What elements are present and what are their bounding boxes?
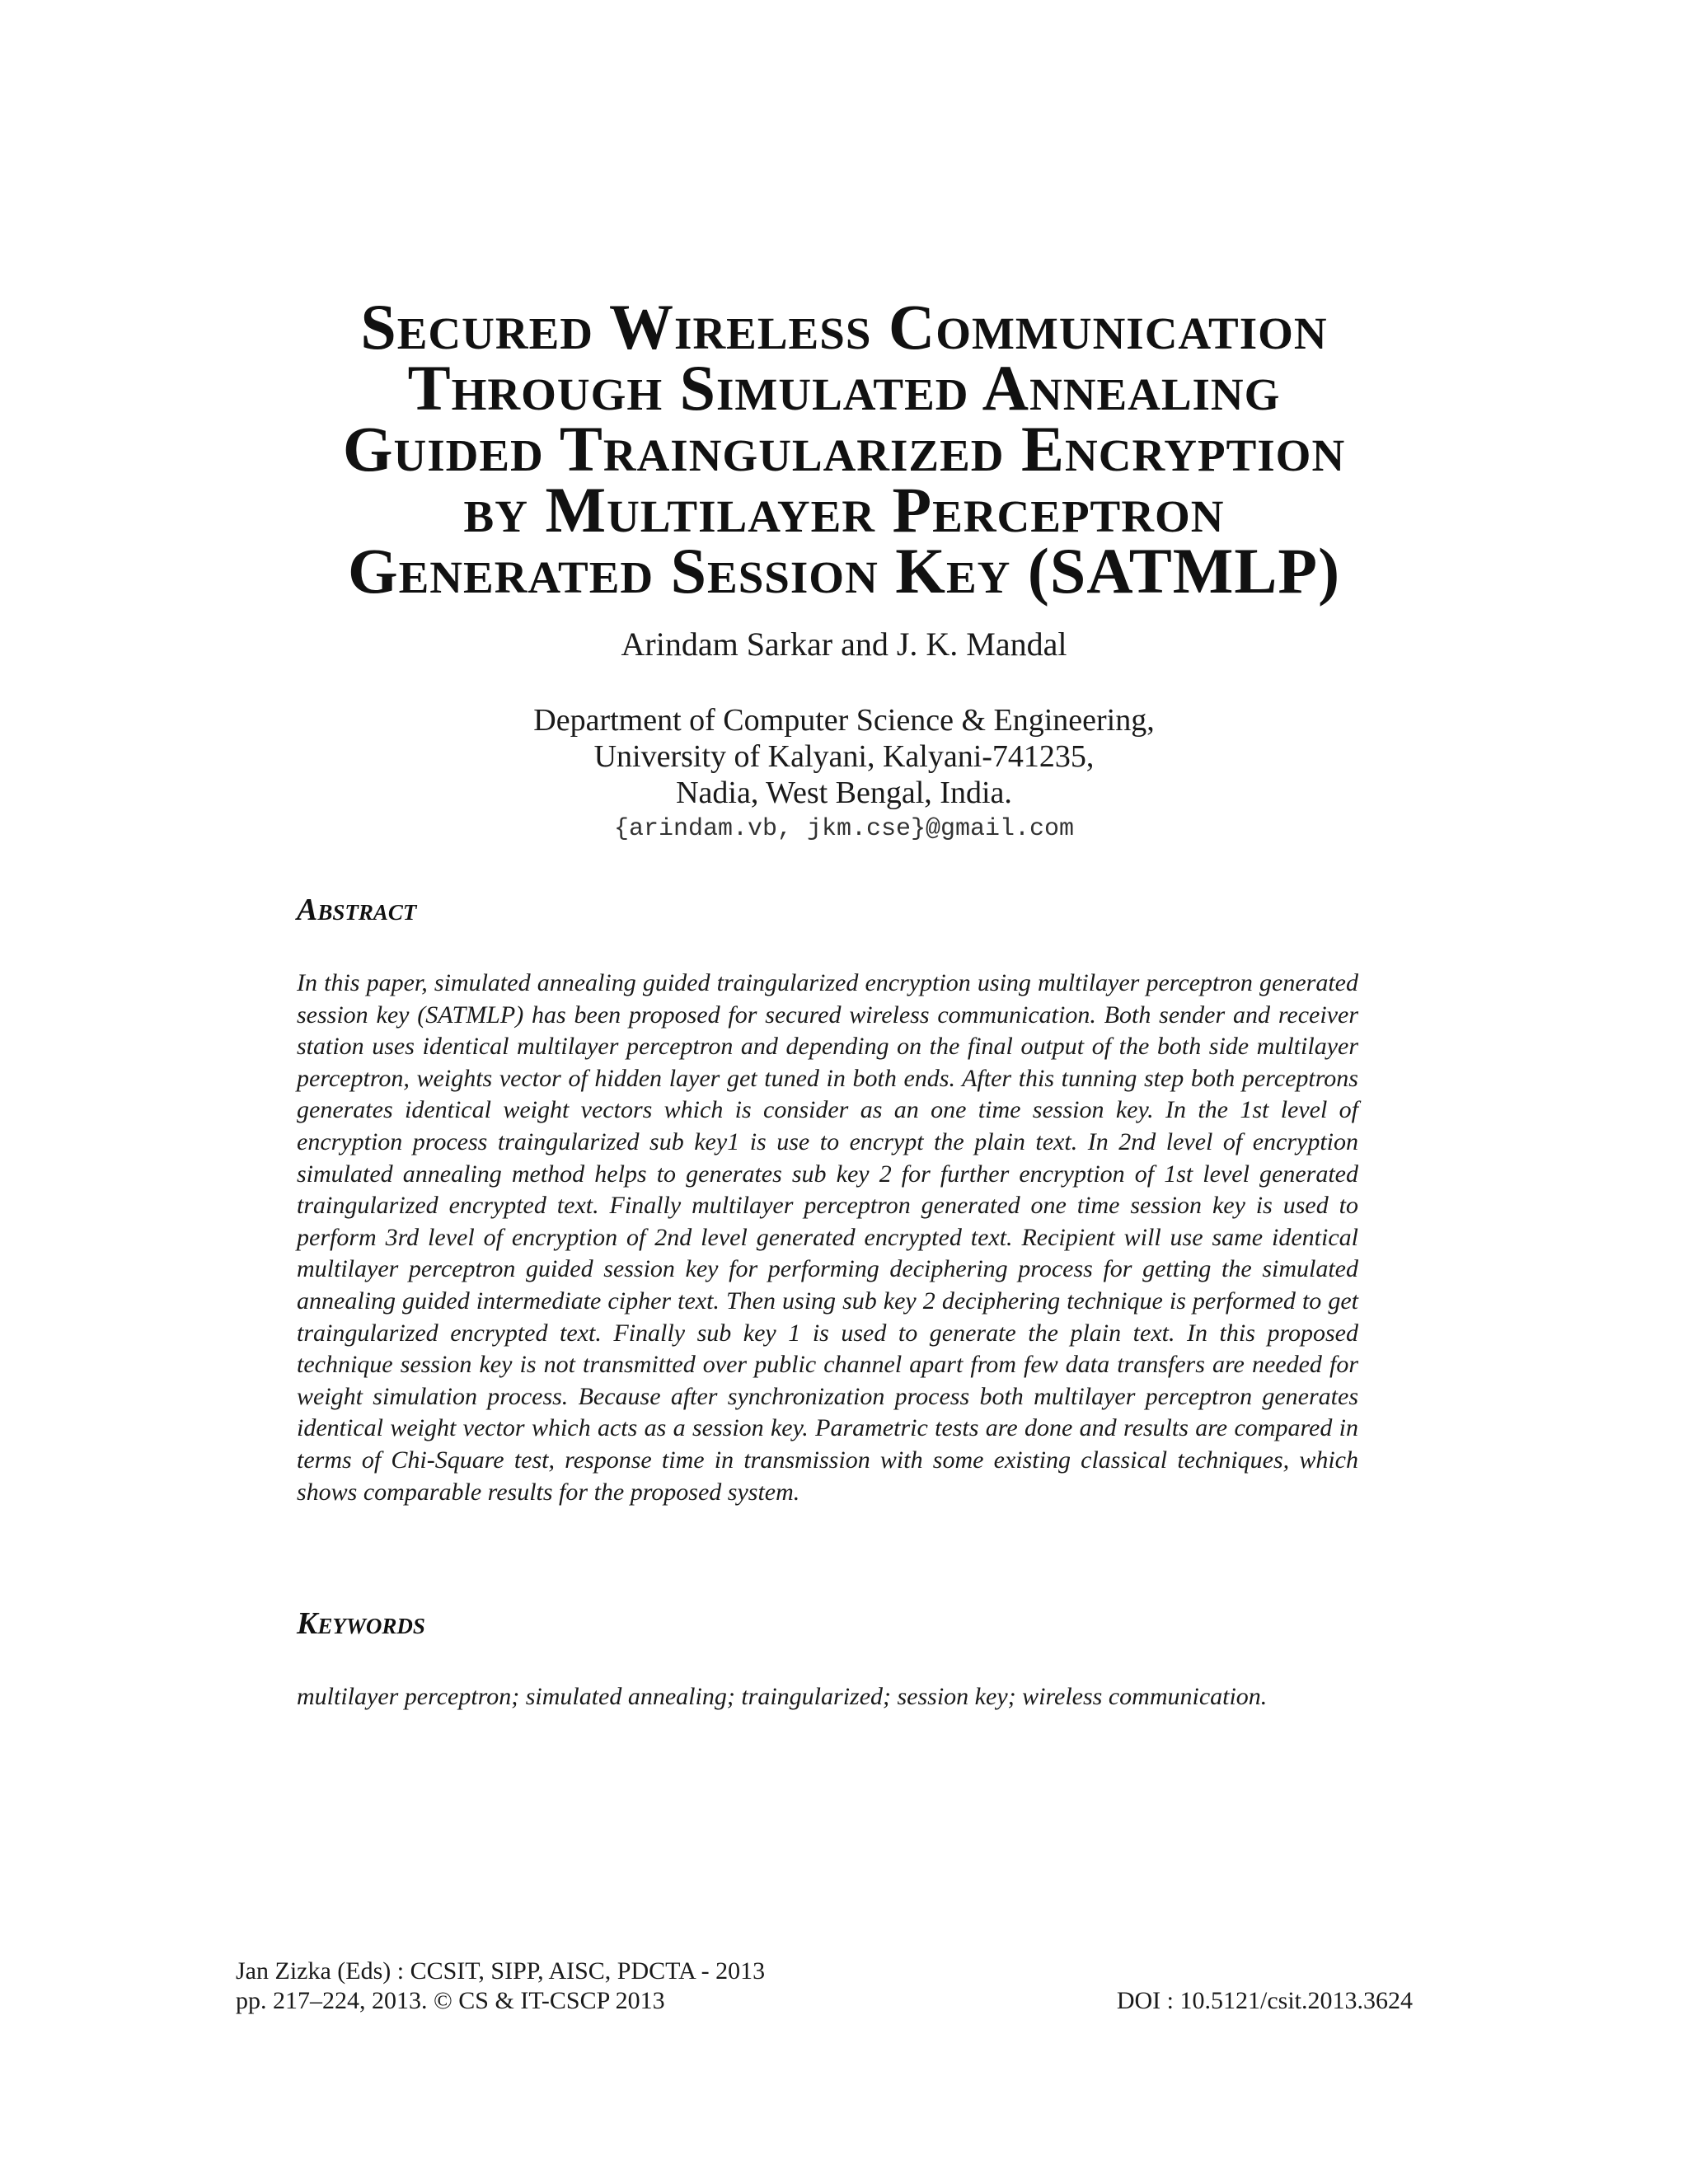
title-line-3: Guided Traingularized Encryption (342, 413, 1346, 485)
affiliation (206, 702, 1482, 847)
keywords-text: multilayer perceptron; simulated annealing; traingularized; session key; wireless communication. (297, 1683, 1268, 1710)
footer-proceedings: Jan Zizka (Eds) : CCSIT, SIPP, AISC, PDCTA - 2013 (236, 1957, 766, 1985)
title-line-4: by Multilayer Perceptron (463, 474, 1225, 546)
paper-title (206, 291, 1482, 607)
title-line-2: Through Simulated Annealing (407, 352, 1281, 424)
author-email: {arindam.vb, jkm.cse}@gmail.com (613, 815, 1075, 843)
abstract-text: In this paper, simulated annealing guided traingularized encryption using multilayer perceptron generated session key (SATMLP) has been proposed for secured wireless communication. Both sender and receiver station uses identical multilayer perceptron and depending on the final output of the both side multilayer perceptron, weights vector of hidden layer get tuned in both ends. After this tunning step both perceptrons generates identical weight vectors which is consider as an one time session key. In the 1st level of encryption process traingularized sub key1 is use to encrypt the plain text. In 2nd level of encryption simulated annealing method helps to generates sub key 2 for further encryption of 1st level generated traingularized encrypted text. Finally multilayer perceptron generated one time session key is used to perform 3rd level of encryption of 2nd level generated encrypted text. Recipient will use same identical multilayer perceptron guided session key for performing deciphering process for getting the simulated annealing guided intermediate cipher text. Then using sub key 2 deciphering technique is performed to get traingularized encrypted text. Finally sub key 1 is used to generate the plain text. In this proposed technique session key is not transmitted over public channel apart from few data transfers are needed for weight simulation process. Because after synchronization process both multilayer perceptron generates identical weight vector which acts as a session key. Parametric tests are done and results are compared in terms of Chi-Square test, response time in transmission with some existing classical techniques, which shows comparable results for the proposed system. (297, 969, 1358, 1506)
keywords-heading: Keywords (297, 1606, 425, 1641)
title-line-5: Generated Session Key (SATMLP) (347, 535, 1341, 607)
affiliation-department: Department of Computer Science & Engineering, (533, 703, 1155, 738)
footer-pages: pp. 217–224, 2013. © CS & IT-CSCP 2013 (236, 1987, 665, 2014)
footer-citation (236, 1957, 765, 2016)
authors: Arindam Sarkar and J. K. Mandal (621, 626, 1067, 663)
affiliation-university: University of Kalyani, Kalyani-741235, (593, 739, 1095, 774)
abstract-heading: Abstract (297, 893, 417, 927)
affiliation-location: Nadia, West Bengal, India. (676, 776, 1012, 810)
footer-doi: DOI : 10.5121/csit.2013.3624 (1116, 1987, 1413, 2014)
title-line-1: Secured Wireless Communication (360, 291, 1328, 363)
